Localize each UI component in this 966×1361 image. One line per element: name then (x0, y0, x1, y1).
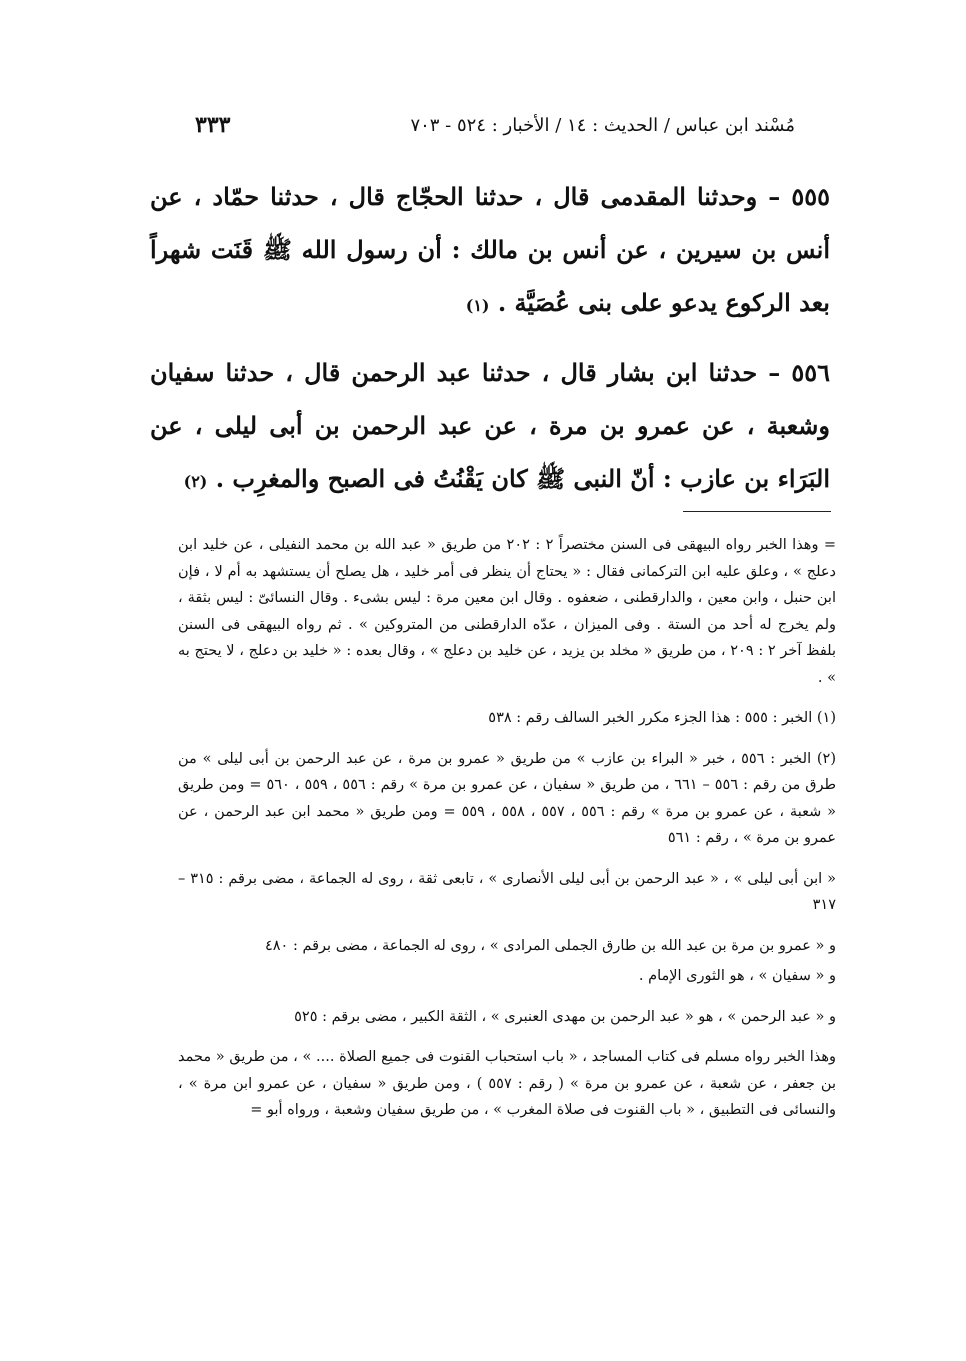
footnote-continuation: = وهذا الخبر رواه البيهقى فى السنن مختصراً ٢ : ٢٠٢ من طريق « عبد الله بن محمد النفيلى ، عن خليد ابن دعلج » ، وعلق عليه ابن التركمانى فقال : « يحتاج أن ينظر فى أمر خليد ، هل يصلح أن يستشهد به أم لا ، فإن ابن حنبل ، وابن معين ، والدارقطنى ، ضعفوه . وقال ابن معين مرة : ليس بشىء . وقال النسائىّ : ليس بثقة ، ولم يخرج له أحد من الستة . وفى الميزان ، عدّه الدارقطنى من المتروكين » . ثم رواه البيهقى فى السنن بلفظ آخر ٢ : ٢٠٩ ، من طريق « مخلد بن يزيد ، عن خليد بن دعلج » ، وقال بعده : « خليد بن دعلج ، لا يحتج به » . (178, 537, 836, 686)
page-number: ٣٣٣ (195, 112, 231, 138)
hadith-555-text: ٥٥٥ – وحدثنا المقدمى قال ، حدثنا الحجّاج قال ، حدثنا حمّاد ، عن أنس بن سيرين ، عن أنس بن مالك : أن رسول الله ﷺ قَنَت شهراً بعد الركوع يدعو على بنى عُصَيَّة . (150, 182, 830, 317)
footnote-amr-ibn-murra: و « عمرو بن مرة بن عبد الله بن طارق الجملى المرادى » ، روى له الجماعة ، مضى برقم : ٤٨٠ (264, 937, 836, 954)
footnote-muslim: وهذا الخبر رواه مسلم فى كتاب المساجد ، « باب استحباب القنوت فى جميع الصلاة .... » ، من طريق « محمد بن جعفر ، عن شعبة ، عن عمرو بن مرة » ( رقم : ٥٥٧ ) ، ومن طريق « سفيان ، عن عمرو ابن مرة » ، والنسائى فى التطبيق ، « باب القنوت فى صلاة المغرب » ، من طريق سفيان وشعبة ، ورواه أبو = (178, 1049, 836, 1118)
footnote-1: (١) الخبر : ٥٥٥ : هذا الجزء مكرر الخبر السالف رقم : ٥٣٨ (488, 710, 836, 726)
hadith-text (150, 170, 830, 522)
footnote-sufyan: و « سفيان » ، هو الثورى الإمام . (638, 968, 836, 984)
hadith-556-note-ref: (٢) (183, 472, 208, 491)
footnote-abd-al-rahman: و « عبد الرحمن » ، هو « عبد الرحمن بن مهدى العنبرى » ، الثقة الكبير ، مضى برقم : ٥٢٥ (294, 1008, 836, 1025)
footnote-divider (683, 511, 831, 512)
page-header (195, 110, 795, 140)
hadith-556 (150, 346, 830, 508)
footnote-2: (٢) الخبر : ٥٥٦ ، خبر « البراء بن عازب » من طريق « عمرو بن مرة ، عن عبد الرحمن بن أبى ليلى » من طرق من رقم : ٥٥٦ – ٦٦١ ، من طريق « سفيان ، عن عمرو بن مرة » رقم : ٥٥٦ ، ٥٥٩ ، ٥٦٠ = ومن طريق « شعبة ، عن عمرو بن مرة » رقم : ٥٥٦ ، ٥٥٧ ، ٥٥٨ ، ٥٥٩ = ومن طريق « محمد ابن عبد الرحمن ، عن عمرو بن مرة » ، رقم : ٥٦١ (178, 750, 837, 846)
footnote-ibn-abi-layla: « ابن أبى ليلى » ، « عبد الرحمن بن أبى ليلى الأنصارى » ، تابعى ثقة ، روى له الجماعة ، مضى برقم : ٣١٥ – ٣١٧ (178, 870, 837, 913)
footnotes (178, 532, 836, 1138)
running-title: مُسْند ابن عباس / الحديث : ١٤ / الأخبار : ٥٢٤ - ٧٠٣ (410, 114, 795, 136)
hadith-555 (150, 170, 830, 332)
hadith-555-note-ref: (١) (465, 296, 490, 315)
hadith-556-text: ٥٥٦ – حدثنا ابن بشار قال ، حدثنا عبد الرحمن قال ، حدثنا سفيان وشعبة ، عن عمرو بن مرة ، عن عبد الرحمن بن أبى ليلى ، عن البَرَاء بن عازب : أنّ النبى ﷺ كان يَقْنُتُ فى الصبح والمغرِب . (150, 358, 830, 493)
